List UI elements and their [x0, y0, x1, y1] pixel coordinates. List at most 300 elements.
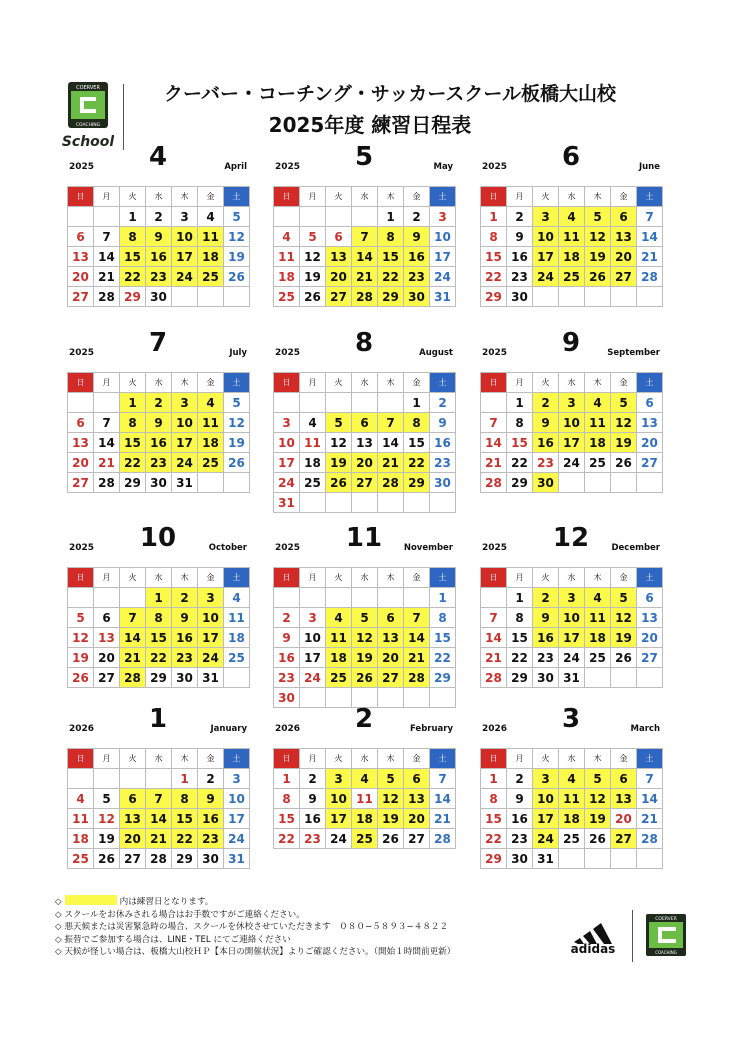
day-cell: 21 — [481, 648, 507, 668]
day-cell: 10 — [300, 628, 326, 648]
weekday-header: 火 — [120, 373, 146, 393]
day-cell: 15 — [507, 628, 533, 648]
day-cell: 27 — [637, 648, 663, 668]
day-cell: 23 — [274, 668, 300, 688]
day-cell: 3 — [274, 413, 300, 433]
day-cell: 19 — [300, 267, 326, 287]
practice-day-cell: 15 — [172, 809, 198, 829]
day-cell: 12 — [326, 433, 352, 453]
month-name: June — [638, 162, 660, 172]
practice-day-cell: 9 — [146, 227, 172, 247]
day-cell: 30 — [533, 668, 559, 688]
practice-day-cell: 22 — [378, 267, 404, 287]
practice-day-cell: 5 — [585, 769, 611, 789]
empty-cell — [68, 393, 94, 413]
weekday-header: 金 — [198, 373, 224, 393]
month-grid — [67, 372, 250, 493]
day-cell: 23 — [300, 829, 326, 849]
weekday-header: 火 — [326, 568, 352, 588]
day-cell: 13 — [68, 247, 94, 267]
weekday-header: 月 — [300, 749, 326, 769]
day-cell: 7 — [637, 207, 663, 227]
day-cell: 26 — [611, 648, 637, 668]
month-name: October — [208, 543, 247, 553]
day-cell: 15 — [481, 809, 507, 829]
empty-cell — [611, 849, 637, 869]
practice-day-cell: 12 — [378, 789, 404, 809]
month-10 — [67, 523, 249, 688]
weekday-header: 水 — [352, 749, 378, 769]
weekday-header: 木 — [378, 749, 404, 769]
practice-day-cell: 3 — [559, 588, 585, 608]
day-cell: 3 — [300, 608, 326, 628]
practice-day-cell: 19 — [611, 433, 637, 453]
empty-cell — [559, 849, 585, 869]
day-cell: 1 — [404, 393, 430, 413]
month-name: July — [229, 348, 247, 358]
day-cell: 5 — [94, 789, 120, 809]
month-year: 2026 — [482, 724, 508, 734]
weekday-header: 火 — [533, 749, 559, 769]
day-cell: 11 — [352, 789, 378, 809]
month-number: 5 — [354, 142, 374, 172]
practice-day-cell: 16 — [198, 809, 224, 829]
practice-day-cell: 16 — [404, 247, 430, 267]
practice-day-cell: 2 — [146, 393, 172, 413]
practice-day-cell: 3 — [326, 769, 352, 789]
weekday-header: 日 — [481, 373, 507, 393]
day-cell: 20 — [611, 809, 637, 829]
practice-day-cell: 27 — [352, 473, 378, 493]
practice-day-cell: 10 — [533, 789, 559, 809]
month-11 — [273, 523, 455, 708]
day-cell: 7 — [94, 413, 120, 433]
practice-day-cell: 13 — [326, 247, 352, 267]
notes — [55, 895, 555, 959]
month-year: 2026 — [275, 724, 301, 734]
practice-day-cell: 9 — [533, 413, 559, 433]
weekday-header: 土 — [430, 187, 456, 207]
practice-day-cell: 28 — [120, 668, 146, 688]
month-5 — [273, 142, 455, 307]
day-cell: 30 — [146, 473, 172, 493]
weekday-header: 木 — [172, 749, 198, 769]
day-cell: 31 — [172, 473, 198, 493]
practice-day-cell: 27 — [326, 287, 352, 307]
day-cell: 1 — [172, 769, 198, 789]
month-12 — [480, 523, 662, 688]
practice-day-cell: 1 — [146, 588, 172, 608]
empty-cell — [585, 473, 611, 493]
month-header — [67, 704, 249, 748]
practice-day-cell: 11 — [559, 789, 585, 809]
day-cell: 23 — [533, 648, 559, 668]
weekday-header: 土 — [637, 568, 663, 588]
day-cell: 28 — [481, 668, 507, 688]
practice-day-cell: 2 — [533, 588, 559, 608]
day-cell: 29 — [146, 668, 172, 688]
empty-cell — [481, 393, 507, 413]
practice-day-cell: 25 — [326, 668, 352, 688]
day-cell: 21 — [481, 453, 507, 473]
month-number: 12 — [552, 523, 590, 553]
weekday-header: 水 — [146, 373, 172, 393]
practice-day-cell: 15 — [378, 247, 404, 267]
weekday-header: 土 — [224, 568, 250, 588]
weekday-header: 金 — [404, 187, 430, 207]
practice-day-cell: 9 — [533, 608, 559, 628]
day-cell: 7 — [637, 769, 663, 789]
practice-day-cell: 14 — [352, 247, 378, 267]
day-cell: 17 — [274, 453, 300, 473]
practice-day-cell: 5 — [585, 207, 611, 227]
practice-day-cell: 29 — [404, 473, 430, 493]
day-cell: 2 — [430, 393, 456, 413]
empty-cell — [611, 287, 637, 307]
day-cell: 20 — [68, 267, 94, 287]
practice-day-cell: 22 — [172, 829, 198, 849]
header-divider — [123, 84, 124, 150]
practice-day-cell: 22 — [146, 648, 172, 668]
practice-day-cell: 20 — [378, 648, 404, 668]
day-cell: 27 — [94, 668, 120, 688]
practice-day-cell: 13 — [378, 628, 404, 648]
practice-day-cell: 17 — [172, 247, 198, 267]
weekday-header: 金 — [198, 749, 224, 769]
logo2-text-bottom: COACHING — [655, 950, 677, 955]
weekday-header: 火 — [120, 187, 146, 207]
weekday-header: 火 — [533, 568, 559, 588]
day-cell: 5 — [224, 207, 250, 227]
day-cell: 17 — [300, 648, 326, 668]
month-number: 7 — [148, 328, 168, 358]
practice-day-cell: 19 — [611, 628, 637, 648]
day-cell: 30 — [507, 287, 533, 307]
practice-day-cell: 11 — [559, 227, 585, 247]
day-cell: 29 — [507, 473, 533, 493]
practice-day-cell: 1 — [120, 393, 146, 413]
weekday-header: 火 — [533, 373, 559, 393]
empty-cell — [559, 287, 585, 307]
month-year: 2025 — [482, 162, 508, 172]
practice-day-cell: 15 — [120, 433, 146, 453]
practice-day-cell: 10 — [533, 227, 559, 247]
day-cell: 28 — [481, 473, 507, 493]
coerver-coaching-logo — [646, 914, 686, 956]
weekday-header: 金 — [404, 373, 430, 393]
day-cell: 3 — [224, 769, 250, 789]
practice-day-cell: 3 — [198, 588, 224, 608]
weekday-header: 水 — [352, 187, 378, 207]
practice-day-cell: 17 — [559, 433, 585, 453]
day-cell: 15 — [507, 433, 533, 453]
day-cell: 9 — [507, 227, 533, 247]
day-cell: 14 — [94, 433, 120, 453]
practice-day-cell: 9 — [198, 789, 224, 809]
weekday-header: 木 — [378, 187, 404, 207]
empty-cell — [611, 473, 637, 493]
day-cell: 30 — [274, 688, 300, 708]
practice-day-cell: 15 — [146, 628, 172, 648]
day-cell: 24 — [224, 829, 250, 849]
day-cell: 27 — [68, 287, 94, 307]
day-cell: 29 — [120, 287, 146, 307]
month-header — [67, 328, 249, 372]
month-grid — [273, 372, 456, 513]
month-2 — [273, 704, 455, 849]
practice-day-cell: 16 — [533, 433, 559, 453]
practice-day-cell: 19 — [378, 809, 404, 829]
day-cell: 12 — [300, 247, 326, 267]
practice-day-cell: 4 — [352, 769, 378, 789]
day-cell: 9 — [507, 789, 533, 809]
practice-day-cell: 12 — [585, 227, 611, 247]
day-cell: 14 — [94, 247, 120, 267]
day-cell: 1 — [430, 588, 456, 608]
weekday-header: 土 — [224, 749, 250, 769]
practice-day-cell: 26 — [585, 267, 611, 287]
page-title: クーバー・コーチング・サッカースクール板橋大山校 — [163, 83, 616, 105]
month-year: 2025 — [69, 162, 95, 172]
day-cell: 6 — [68, 227, 94, 247]
practice-day-cell: 21 — [146, 829, 172, 849]
practice-day-cell: 23 — [404, 267, 430, 287]
month-name: March — [630, 724, 660, 734]
practice-day-cell: 13 — [404, 789, 430, 809]
month-name: August — [419, 348, 453, 358]
empty-cell — [68, 769, 94, 789]
note-practice-text: 内は練習日となります。 — [119, 897, 214, 907]
month-grid — [67, 186, 250, 307]
page-subtitle: 2025年度 練習日程表 — [268, 113, 472, 137]
day-cell: 4 — [300, 413, 326, 433]
weekday-header: 木 — [378, 373, 404, 393]
empty-cell — [378, 393, 404, 413]
weekday-header: 火 — [326, 373, 352, 393]
month-header — [273, 523, 455, 567]
practice-day-cell: 13 — [611, 227, 637, 247]
weekday-header: 火 — [120, 749, 146, 769]
empty-cell — [94, 207, 120, 227]
practice-day-cell: 11 — [585, 413, 611, 433]
day-cell: 26 — [94, 849, 120, 869]
practice-day-cell: 9 — [404, 227, 430, 247]
empty-cell — [637, 668, 663, 688]
month-header — [480, 142, 662, 186]
empty-cell — [585, 668, 611, 688]
day-cell: 25 — [559, 829, 585, 849]
month-year: 2025 — [69, 348, 95, 358]
practice-day-cell: 24 — [533, 267, 559, 287]
weekday-header: 月 — [94, 373, 120, 393]
weekday-header: 土 — [637, 749, 663, 769]
practice-day-cell: 19 — [326, 453, 352, 473]
day-cell: 6 — [94, 608, 120, 628]
day-cell: 22 — [481, 267, 507, 287]
day-cell: 24 — [430, 267, 456, 287]
day-cell: 26 — [611, 453, 637, 473]
empty-cell — [300, 493, 326, 513]
day-cell: 4 — [224, 588, 250, 608]
month-year: 2025 — [275, 162, 301, 172]
weekday-header: 日 — [274, 749, 300, 769]
empty-cell — [68, 588, 94, 608]
practice-day-cell: 6 — [378, 608, 404, 628]
day-cell: 30 — [507, 849, 533, 869]
month-year: 2025 — [275, 543, 301, 553]
practice-day-cell: 11 — [326, 628, 352, 648]
day-cell: 25 — [274, 287, 300, 307]
day-cell: 18 — [68, 829, 94, 849]
day-cell: 20 — [637, 628, 663, 648]
note-makeup: ◇ 振替でご参加する場合は、LINE・TEL にてご連絡ください — [55, 934, 291, 945]
logo-school-text: School — [62, 134, 114, 150]
day-cell: 6 — [68, 413, 94, 433]
day-cell: 31 — [198, 668, 224, 688]
adidas-wordmark: adidas — [570, 942, 616, 956]
day-cell: 23 — [430, 453, 456, 473]
note-absence: ◇ スクールをお休みされる場合はお手数ですがご連絡ください。 — [55, 909, 305, 920]
day-cell: 19 — [94, 829, 120, 849]
day-cell: 26 — [378, 829, 404, 849]
weekday-header: 月 — [94, 749, 120, 769]
weekday-header: 木 — [585, 568, 611, 588]
day-cell: 2 — [198, 769, 224, 789]
practice-day-cell: 4 — [198, 393, 224, 413]
practice-day-cell: 11 — [198, 227, 224, 247]
day-cell: 30 — [430, 473, 456, 493]
practice-day-cell: 29 — [378, 287, 404, 307]
day-cell: 5 — [300, 227, 326, 247]
note-status-check: ◇ 天候が怪しい場合は、板橋大山校ＨＰ【本日の開催状況】よりご確認ください。（開始１時間前更新） — [55, 947, 456, 958]
weekday-header: 日 — [274, 187, 300, 207]
practice-day-cell: 4 — [559, 207, 585, 227]
practice-day-cell: 6 — [120, 789, 146, 809]
day-cell: 28 — [146, 849, 172, 869]
empty-cell — [68, 207, 94, 227]
practice-day-cell: 21 — [404, 648, 430, 668]
day-cell: 30 — [198, 849, 224, 869]
practice-day-cell: 21 — [120, 648, 146, 668]
day-cell: 31 — [430, 287, 456, 307]
practice-day-cell: 7 — [352, 227, 378, 247]
month-grid — [480, 748, 663, 869]
day-cell: 28 — [94, 473, 120, 493]
practice-day-cell: 5 — [326, 413, 352, 433]
empty-cell — [274, 393, 300, 413]
month-header — [480, 328, 662, 372]
empty-cell — [378, 588, 404, 608]
weekday-header: 土 — [430, 373, 456, 393]
day-cell: 11 — [300, 433, 326, 453]
practice-day-cell: 16 — [533, 628, 559, 648]
empty-cell — [120, 588, 146, 608]
practice-day-cell: 8 — [172, 789, 198, 809]
practice-day-cell: 5 — [352, 608, 378, 628]
day-cell: 28 — [94, 287, 120, 307]
practice-day-cell: 10 — [326, 789, 352, 809]
practice-day-cell: 18 — [352, 809, 378, 829]
empty-cell — [300, 393, 326, 413]
day-cell: 1 — [507, 588, 533, 608]
weekday-header: 日 — [68, 568, 94, 588]
day-cell: 28 — [637, 267, 663, 287]
month-name: January — [210, 724, 247, 734]
day-cell: 12 — [94, 809, 120, 829]
month-grid — [273, 186, 456, 307]
weekday-header: 月 — [300, 187, 326, 207]
practice-day-cell: 6 — [611, 769, 637, 789]
day-cell: 24 — [559, 648, 585, 668]
day-cell: 13 — [637, 413, 663, 433]
day-cell: 21 — [637, 809, 663, 829]
practice-day-cell: 25 — [198, 453, 224, 473]
day-cell: 1 — [507, 393, 533, 413]
weekday-header: 月 — [507, 373, 533, 393]
day-cell: 28 — [637, 829, 663, 849]
weekday-header: 水 — [146, 187, 172, 207]
month-6 — [480, 142, 662, 307]
day-cell: 24 — [326, 829, 352, 849]
practice-day-cell: 4 — [559, 769, 585, 789]
day-cell: 9 — [274, 628, 300, 648]
day-cell: 22 — [507, 648, 533, 668]
practice-day-cell: 18 — [559, 809, 585, 829]
day-cell: 1 — [481, 769, 507, 789]
practice-day-cell: 21 — [352, 267, 378, 287]
weekday-header: 金 — [404, 749, 430, 769]
practice-day-cell: 19 — [585, 809, 611, 829]
weekday-header: 水 — [352, 568, 378, 588]
weekday-header: 水 — [559, 187, 585, 207]
practice-day-cell: 28 — [352, 287, 378, 307]
day-cell: 30 — [172, 668, 198, 688]
practice-day-cell: 6 — [611, 207, 637, 227]
empty-cell — [585, 287, 611, 307]
day-cell: 20 — [94, 648, 120, 668]
day-cell: 2 — [146, 207, 172, 227]
day-cell: 22 — [507, 453, 533, 473]
day-cell: 18 — [300, 453, 326, 473]
day-cell: 14 — [481, 433, 507, 453]
day-cell: 14 — [637, 227, 663, 247]
practice-day-cell: 13 — [611, 789, 637, 809]
empty-cell — [404, 493, 430, 513]
empty-cell — [352, 588, 378, 608]
weekday-header: 水 — [146, 568, 172, 588]
weekday-header: 月 — [94, 568, 120, 588]
practice-day-cell: 23 — [172, 648, 198, 668]
weekday-header: 日 — [274, 568, 300, 588]
practice-day-cell: 5 — [611, 393, 637, 413]
practice-day-cell: 15 — [120, 247, 146, 267]
empty-cell — [94, 393, 120, 413]
day-cell: 12 — [68, 628, 94, 648]
day-cell: 2 — [274, 608, 300, 628]
empty-cell — [120, 769, 146, 789]
practice-day-cell: 14 — [120, 628, 146, 648]
day-cell: 1 — [274, 769, 300, 789]
day-cell: 4 — [274, 227, 300, 247]
practice-day-cell: 27 — [611, 267, 637, 287]
day-cell: 24 — [300, 668, 326, 688]
practice-day-cell: 3 — [533, 207, 559, 227]
month-header — [480, 704, 662, 748]
day-cell: 8 — [507, 608, 533, 628]
day-cell: 4 — [68, 789, 94, 809]
empty-cell — [637, 849, 663, 869]
practice-day-cell: 5 — [611, 588, 637, 608]
